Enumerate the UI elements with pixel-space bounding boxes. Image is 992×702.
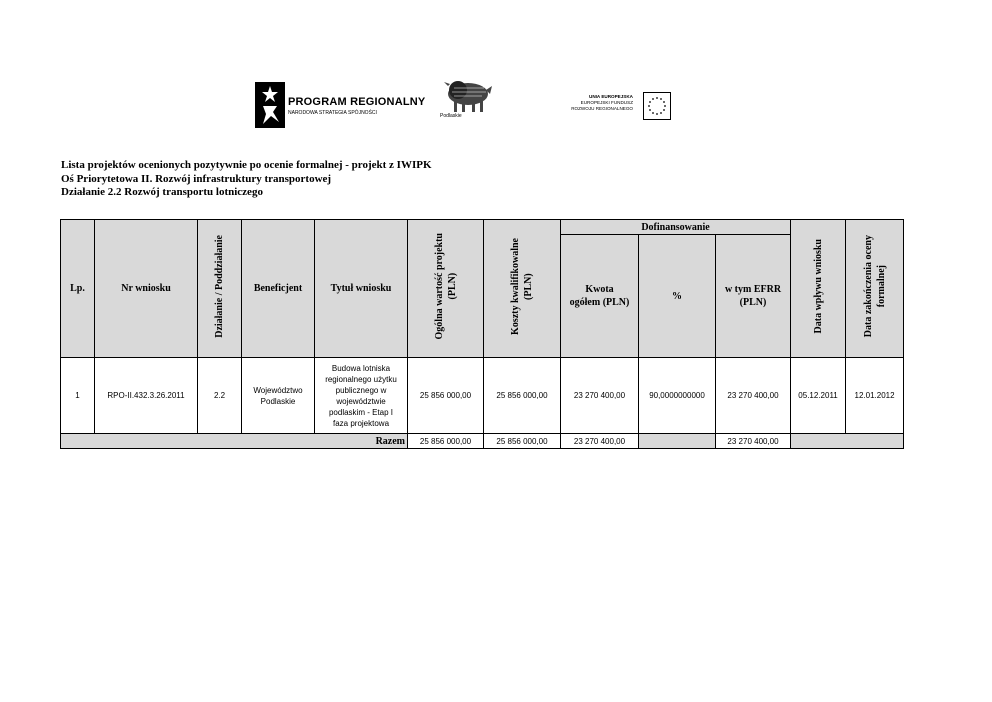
header-dofinansowanie-label: Dofinansowanie: [641, 221, 710, 233]
cell-nr-wniosku: RPO-II.432.3.26.2011: [95, 358, 198, 434]
cell-tytul-line: faza projektowa: [332, 418, 390, 428]
header-beneficjent: [242, 220, 315, 358]
ue-line-1: UNIA EUROPEJSKA: [589, 94, 633, 99]
header-nr-wniosku: [95, 220, 198, 358]
total-dates-empty: [791, 434, 904, 449]
cell-kwota: 23 270 400,00: [561, 358, 639, 434]
heading-line-1: Lista projektów ocenionych pozytywnie po ocenie formalnej - projekt z IWIPK: [61, 159, 432, 171]
cell-beneficjent-line-2: Podlaskie: [260, 396, 296, 406]
table-row: [61, 358, 904, 434]
total-koszty-kwalifikowalne: 25 856 000,00: [484, 434, 561, 449]
cell-tytul-line: podlaskim - Etap I: [328, 407, 394, 417]
header-efrr: [716, 235, 791, 358]
cell-tytul: [315, 358, 408, 434]
cell-koszty-kwalifikowalne: 25 856 000,00: [484, 358, 561, 434]
header-tytul: [315, 220, 408, 358]
total-efrr: 23 270 400,00: [716, 434, 791, 449]
cell-dzialanie: 2.2: [198, 358, 242, 434]
header-data-zak-label-2: formalnej: [875, 265, 887, 308]
total-kwota: 23 270 400,00: [561, 434, 639, 449]
cell-efrr: 23 270 400,00: [716, 358, 791, 434]
ue-line-3: ROZWOJU REGIONALNEGO: [571, 106, 633, 111]
program-regionalny-subtitle: NARODOWA STRATEGIA SPÓJNOŚCI: [288, 110, 377, 116]
header-koszty-label-2: (PLN): [523, 273, 534, 300]
unia-europejska-logo: [571, 90, 673, 126]
header-beneficjent-label: Beneficjent: [253, 283, 303, 294]
header-kwota-label-2: ogółem (PLN): [569, 297, 630, 308]
header-nr-label: Nr wniosku: [121, 283, 171, 294]
header-koszty-label-1: Koszty kwalifikowalne: [510, 238, 521, 335]
header-lp-label: Lp.: [70, 283, 85, 294]
header-ogolna-label-1: Ogólna wartość projektu: [433, 233, 445, 340]
header-data-zakonczenia: [846, 220, 904, 358]
projects-table: [60, 219, 904, 449]
program-regionalny-symbol-icon: [255, 82, 285, 128]
bison-icon: [440, 80, 496, 114]
cell-lp: 1: [61, 358, 95, 434]
cell-procent: 90,0000000000: [639, 358, 716, 434]
program-regionalny-logo: [255, 82, 426, 130]
header-procent-label: %: [672, 290, 682, 302]
cell-data-zakonczenia: 12.01.2012: [846, 358, 904, 434]
header-efrr-label-1: w tym EFRR: [724, 284, 782, 295]
cell-beneficjent: [242, 358, 315, 434]
header-dofinansowanie: [561, 220, 791, 235]
header-ogolna-label-2: (PLN): [446, 273, 458, 300]
header-data-wplywu: [791, 220, 846, 358]
header-kwota-label-1: Kwota: [585, 284, 614, 295]
header-data-zak-label-1: Data zakończenia oceny: [862, 235, 874, 338]
ue-line-2: EUROPEJSKI FUNDUSZ: [580, 100, 633, 105]
cell-ogolna-wartosc: 25 856 000,00: [408, 358, 484, 434]
total-ogolna-wartosc: 25 856 000,00: [408, 434, 484, 449]
eu-flag-icon: [643, 92, 671, 120]
header-lp: [61, 220, 95, 358]
cell-tytul-line: województwie: [336, 396, 386, 406]
header-koszty-kwalifikowalne: [484, 220, 561, 358]
heading-line-2: Oś Priorytetowa II. Rozwój infrastruktury transportowej: [61, 172, 332, 185]
totals-label: Razem: [61, 434, 408, 449]
cell-beneficjent-line-1: Województwo: [253, 385, 303, 395]
header-efrr-label-2: (PLN): [739, 297, 767, 308]
header-procent: [639, 235, 716, 358]
podlaskie-label: Podlaskie: [440, 113, 462, 119]
totals-row: [61, 434, 904, 449]
header-data-wplywu-label: Data wpływu wniosku: [812, 239, 824, 334]
total-procent-empty: [639, 434, 716, 449]
header-dzialanie: [198, 220, 242, 358]
podlaskie-logo: [440, 80, 496, 124]
cell-tytul-line: Budowa lotniska: [331, 363, 391, 373]
heading-line-3: Działanie 2.2 Rozwój transportu lotniczego: [61, 186, 263, 198]
header-ogolna-wartosc: [408, 220, 484, 358]
cell-tytul-line: regionalnego użytku: [325, 374, 397, 384]
header-tytul-label: Tytuł wniosku: [330, 283, 392, 294]
header-dzialanie-label: Działanie / Poddziałanie: [214, 235, 225, 338]
header-kwota: [561, 235, 639, 358]
cell-tytul-line: publicznego w: [335, 385, 387, 395]
program-regionalny-title: PROGRAM REGIONALNY: [288, 96, 426, 108]
cell-data-wplywu: 05.12.2011: [791, 358, 846, 434]
document-heading: [61, 159, 432, 200]
